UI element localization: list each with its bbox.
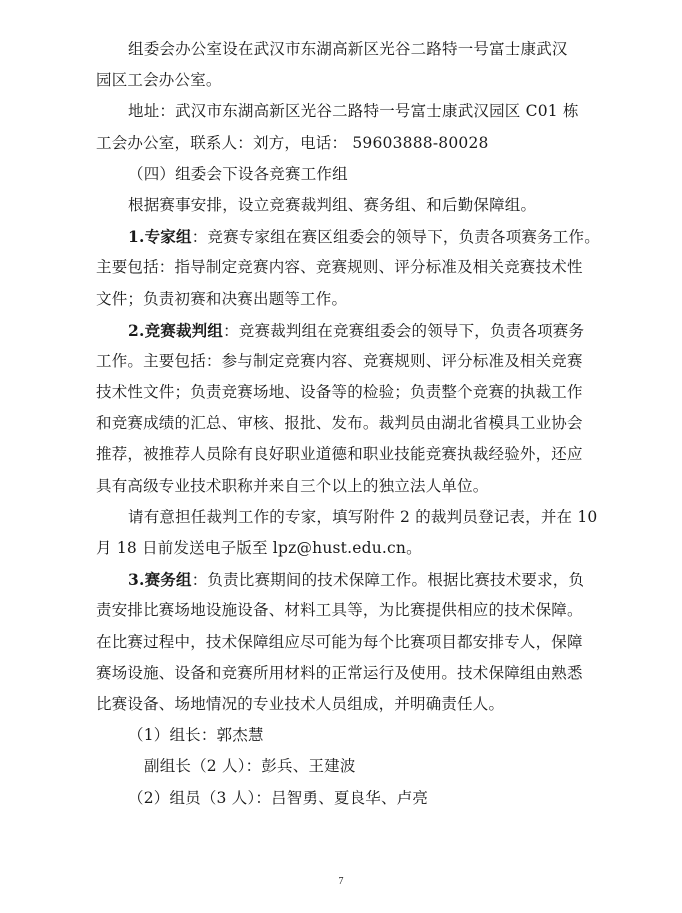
text-line bbox=[96, 65, 590, 96]
line-text: （四）组委会下设各竞赛工作组 bbox=[128, 164, 348, 183]
text-line bbox=[96, 595, 590, 626]
text-line bbox=[96, 627, 590, 658]
text-line bbox=[96, 315, 590, 346]
line-text: （1）组长：郭杰慧 bbox=[128, 726, 264, 745]
line-text: 具有高级专业技术职称并来自三个以上的独立法人单位。 bbox=[96, 476, 489, 495]
text-line bbox=[96, 34, 590, 65]
line-text: ：竞赛专家组在赛区组委会的领导下，负责各项赛务工作。 bbox=[191, 228, 600, 247]
line-text: 在比赛过程中，技术保障组应尽可能为每个比赛项目都安排专人，保障 bbox=[96, 632, 583, 651]
text-line bbox=[96, 128, 590, 159]
text-line bbox=[96, 502, 598, 533]
line-text: 请有意担任裁判工作的专家，填写附件 2 的裁判员登记表，并在 10 bbox=[128, 507, 598, 526]
text-line bbox=[96, 564, 590, 595]
line-text: 责安排比赛场地设施设备、材料工具等，为比赛提供相应的技术保障。 bbox=[96, 601, 583, 620]
text-line bbox=[96, 439, 590, 470]
text-line bbox=[96, 221, 600, 252]
text-line bbox=[96, 783, 590, 814]
line-text: 根据赛事安排，设立竞赛裁判组、赛务组、和后勤保障组。 bbox=[128, 195, 537, 214]
section-heading: 2.竞赛裁判组 bbox=[128, 320, 224, 340]
line-text: （2）组员（3 人）：吕智勇、夏良华、卢亮 bbox=[128, 788, 429, 807]
text-line bbox=[96, 252, 590, 283]
text-line bbox=[96, 533, 590, 564]
line-text: 主要包括：指导制定竞赛内容、竞赛规则、评分标准及相关竞赛技术性 bbox=[96, 258, 583, 277]
text-line bbox=[96, 471, 590, 502]
text-line bbox=[96, 689, 590, 720]
line-text: 技术性文件；负责竞赛场地、设备等的检验；负责整个竞赛的执裁工作 bbox=[96, 383, 583, 402]
line-text: 工作。主要包括：参与制定竞赛内容、竞赛规则、评分标准及相关竞赛 bbox=[96, 351, 583, 370]
line-text: 组委会办公室设在武汉市东湖高新区光谷二路特一号富士康武汉 bbox=[128, 40, 568, 58]
line-text: ：负责比赛期间的技术保障工作。根据比赛技术要求，负 bbox=[191, 571, 585, 590]
line-text: 地址：武汉市东湖高新区光谷二路特一号富士康武汉园区 C01 栋 bbox=[128, 102, 579, 121]
text-line bbox=[96, 346, 590, 377]
text-line bbox=[96, 751, 590, 782]
line-text: ：竞赛裁判组在竞赛组委会的领导下，负责各项赛务 bbox=[223, 321, 585, 340]
line-text: 月 18 日前发送电子版至 lpz@hust.edu.cn。 bbox=[96, 539, 422, 557]
line-text: 赛场设施、设备和竞赛所用材料的正常运行及使用。技术保障组由熟悉 bbox=[96, 663, 583, 682]
text-line bbox=[96, 658, 590, 689]
text-line bbox=[96, 96, 590, 127]
line-text: 推荐，被推荐人员除有良好职业道德和职业技能竞赛执裁经验外，还应 bbox=[96, 445, 583, 464]
line-text: 文件；负责初赛和决赛出题等工作。 bbox=[96, 289, 348, 308]
line-text: 副组长（2 人）：彭兵、王建波 bbox=[144, 757, 356, 776]
page-number: 7 bbox=[338, 876, 344, 887]
section-heading: 3.赛务组 bbox=[128, 570, 192, 590]
document-body bbox=[96, 34, 600, 814]
text-line bbox=[96, 408, 590, 439]
section-heading: 1.专家组 bbox=[128, 227, 192, 247]
text-line bbox=[96, 377, 590, 408]
text-line bbox=[96, 284, 590, 315]
text-line bbox=[96, 190, 590, 221]
text-line bbox=[96, 720, 590, 751]
line-text: 工会办公室，联系人：刘方，电话： 59603888-80028 bbox=[96, 133, 489, 152]
text-line bbox=[96, 159, 590, 190]
line-text: 比赛设备、场地情况的专业技术人员组成，并明确责任人。 bbox=[96, 694, 505, 713]
line-text: 和竞赛成绩的汇总、审核、报批、发布。裁判员由湖北省模具工业协会 bbox=[96, 414, 583, 433]
line-text: 园区工会办公室。 bbox=[96, 71, 222, 90]
